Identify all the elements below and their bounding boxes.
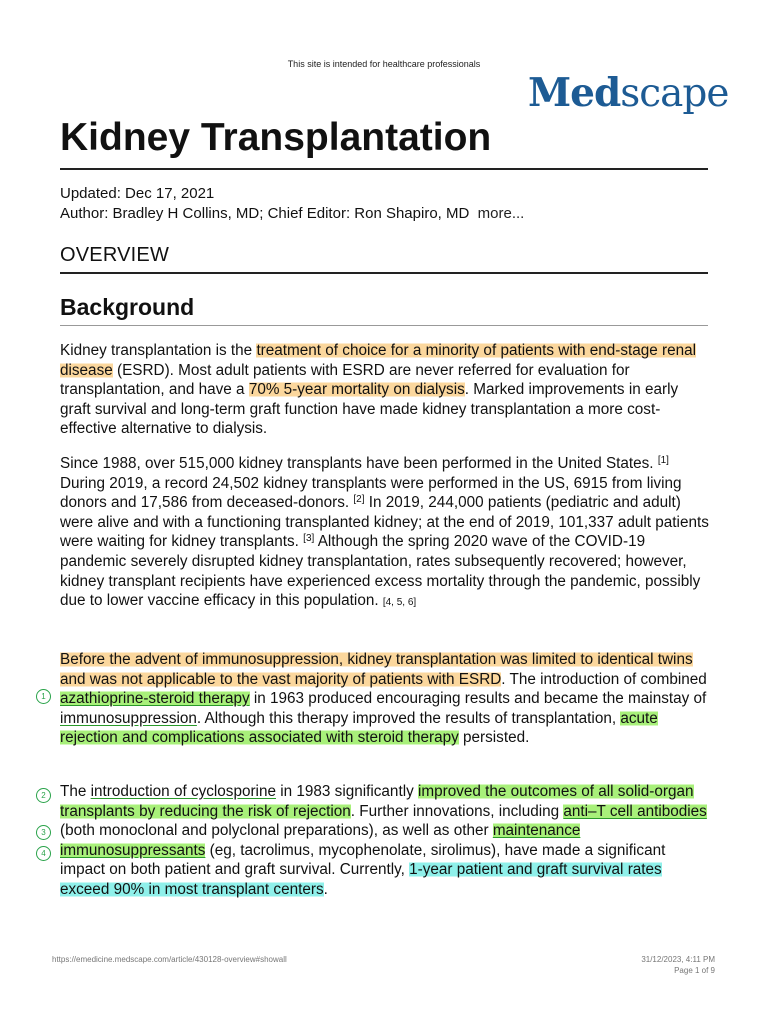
handwritten-annotation-3: 3 — [36, 825, 51, 840]
p3-text-d: in 1963 produced encouraging results and became the mainstay of — [249, 690, 707, 708]
title-divider — [60, 168, 708, 170]
reference-link-4-6[interactable]: [4, 5, 6] — [382, 597, 417, 609]
p3-highlight-azathioprine: azathioprine-steroid therapy — [60, 690, 250, 708]
subsection-heading-background: Background — [60, 294, 195, 320]
background-divider — [60, 325, 708, 326]
p3-text-f: . Although this therapy improved the results of transplantation, — [196, 709, 621, 727]
p3-text-h: persisted. — [458, 729, 530, 747]
p4-text-a: The — [60, 783, 91, 800]
medscape-logo[interactable] — [528, 70, 728, 116]
page-title: Kidney Transplantation — [60, 116, 492, 159]
logo-suffix: scape — [620, 71, 729, 116]
p4-highlight-survival: 1-year patient and graft survival rates exceed 90% in most transplant centers — [60, 861, 662, 898]
handwritten-annotation-4: 4 — [36, 846, 51, 861]
p2-text-d: Although the spring 2020 wave of the COVID-19 pandemic severely disrupted kidney transplantation, rates subsequently recovered; however, kidney transplant recipients have experienced excess mortality through the pandemic, possibly due to lower vaccine efficacy in this population. — [60, 533, 701, 610]
reference-link-1[interactable]: [1] — [657, 455, 669, 466]
handwritten-annotation-2: 2 — [36, 788, 51, 803]
p4-text-i: (eg, tacrolimus, mycophenolate, sirolimus), have made a significant impact on both patient and graft survival. Currently, — [60, 841, 666, 879]
reference-link-2[interactable]: [2] — [353, 494, 365, 506]
p3-underline-immunosuppression: immunosuppression — [60, 709, 197, 727]
p3-highlight-rejection: acute rejection and complications associated with steroid therapy — [60, 709, 658, 747]
p4-text-g: (both monoclonal and polyclonal preparations), as well as other — [60, 822, 493, 840]
p2-text-b: During 2019, a record 24,502 kidney transplants were performed in the US, 6915 from living donors and 17,586 from deceased-donors. — [60, 474, 682, 512]
p4-highlight-outcomes: improved the outcomes of all solid-organ transplants by reducing the risk of rejection — [60, 783, 694, 820]
handwritten-annotation-1: 1 — [36, 689, 51, 704]
paragraph-3 — [60, 650, 710, 748]
p4-highlight-maintenance: maintenance immunosuppressants — [60, 822, 581, 859]
section-heading-overview: OVERVIEW — [60, 244, 170, 266]
paragraph-1 — [60, 341, 710, 439]
reference-link-3[interactable]: [3] — [303, 533, 315, 545]
p2-text-c: In 2019, 244,000 patients (pediatric and adult) were alive and with a functioning transplanted kidney; at the end of 2019, 101,337 adult patients were waiting for kidney transplants. — [60, 494, 709, 551]
p1-text-e: . Marked improvements in early graft survival and long-term graft function have made kidney transplantation a more cost-effective alternative to dialysis. — [60, 381, 679, 438]
footer-url: https://emedicine.medscape.com/article/430128-overview#showall — [52, 955, 287, 964]
p4-underline-cyclosporine: introduction of cyclosporine — [90, 783, 276, 800]
footer-datetime: 31/12/2023, 4:11 PM — [641, 955, 715, 964]
author-text: Author: Bradley H Collins, MD; Chief Editor: Ron Shapiro, MD — [60, 205, 470, 222]
p1-text-c: (ESRD). Most adult patients with ESRD are never referred for evaluation for transplantation, and have a — [60, 361, 630, 399]
p4-text-k: . — [323, 880, 328, 898]
p1-highlight-esrd: treatment of choice for a minority of patients with end-stage renal disease — [60, 342, 697, 379]
logo-prefix: Med — [528, 70, 621, 116]
p3-text-b: . The introduction of combined — [501, 670, 707, 688]
healthcare-notice: This site is intended for healthcare professionals — [287, 59, 481, 69]
p1-highlight-mortality: 70% 5-year mortality on dialysis — [248, 381, 465, 399]
paragraph-2 — [60, 454, 710, 613]
p4-highlight-anti-t-cell: anti–T cell antibodies — [563, 802, 707, 820]
paragraph-4 — [60, 782, 710, 900]
p2-text-a: Since 1988, over 515,000 kidney transplants have been performed in the United States. — [60, 455, 658, 472]
p4-text-c: in 1983 significantly — [275, 783, 418, 800]
p4-text-e: . Further innovations, including — [350, 802, 564, 820]
more-link[interactable]: more... — [477, 205, 525, 222]
updated-date: Updated: Dec 17, 2021 — [60, 185, 215, 202]
footer-page-number: Page 1 of 9 — [674, 966, 715, 975]
overview-divider — [60, 272, 708, 274]
p3-highlight-twins: Before the advent of immunosuppression, kidney transplantation was limited to identical twins and was not applicable to the vast majority of patients with ESRD — [60, 651, 693, 688]
p1-text-a: Kidney transplantation is the — [60, 342, 257, 359]
author-line — [60, 204, 524, 224]
